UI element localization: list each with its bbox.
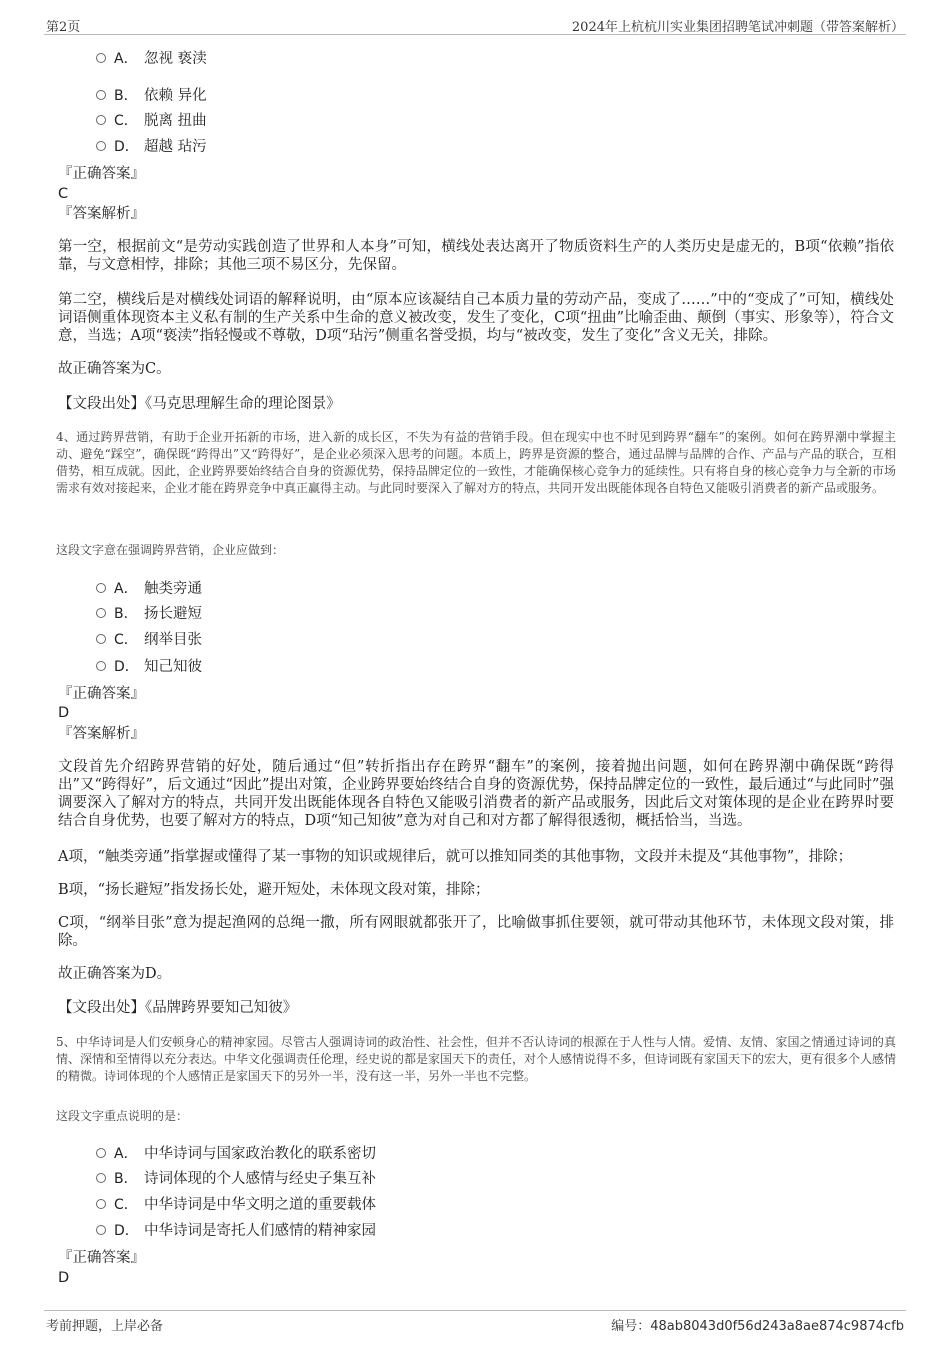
q5-answer: D: [58, 1270, 70, 1286]
q5-option-c[interactable]: C． 中华诗词是中华文明之道的重要载体: [96, 1195, 376, 1215]
q4-analysis-label: 『答案解析』: [58, 726, 145, 742]
q3-analysis-label: 『答案解析』: [58, 206, 145, 222]
q3-answer-label: 『正确答案』: [58, 166, 145, 182]
q5-question-ask: 这段文字重点说明的是：: [56, 1109, 189, 1123]
radio-icon[interactable]: [96, 1173, 106, 1183]
q4-analysis-para-3: B项，“扬长避短”指发扬长处，避开短处，未体现文段对策，排除；: [58, 882, 490, 898]
q4-analysis-para-1: 文段首先介绍跨界营销的好处，随后通过“但”转折指出存在跨界“翻车”的案例，接着抛出问题，如何在跨界潮中确保既“跨得出”又“跨得好”，后文通过“因此”提出对策，企业跨界要始终结合自身的资源优势，保持品牌定位的一致性，最后通过“与此同时”强调要深入了解对方的特点，共同开发出既能体现各自特色又能吸引消费者的新产品或服务，因此后文对策体现的是企业在跨界时要结合自身优势，也要了解对方的特点，D项“知己知彼”意为对自己和对方都了解得很透彻，概括恰当，当选。: [58, 759, 894, 829]
q3-analysis-para-3: 故正确答案为C。: [58, 361, 171, 377]
q4-source: 【文段出处】《品牌跨界要知己知彼》: [58, 1000, 298, 1016]
radio-icon[interactable]: [96, 634, 106, 644]
q3-answer: C: [58, 186, 69, 202]
page-number: 第2页: [46, 20, 81, 35]
page-header: [44, 14, 906, 35]
radio-icon[interactable]: [96, 583, 106, 593]
radio-icon[interactable]: [96, 661, 106, 671]
q3-source: 【文段出处】《马克思理解生命的理论图景》: [58, 396, 341, 412]
q4-question-ask: 这段文字意在强调跨界营销，企业应做到：: [56, 543, 285, 557]
q3-analysis-para-1: 第一空，根据前文“是劳动实践创造了世界和人本身”可知，横线处表达离开了物质资料生产的人类历史是虚无的，B项“依赖”指依靠，与文意相悖，排除；其他三项不易区分，先保留。: [58, 239, 894, 273]
radio-icon[interactable]: [96, 1148, 106, 1158]
q5-question-text: 5、中华诗词是人们安顿身心的精神家园。尽管古人强调诗词的政治性、社会性，但并不否认诗词的根源在于人性与人情。爱情、友情、家国之情通过诗词的真情、深情和至情得以充分表达。中华文化强调责任伦理，经史说的都是家国天下的责任，对个人感情说得不多，但诗词既有家国天下的宏大，更有很多个人感情的精微。诗词体现的个人感情正是家国天下的另外一半，没有这一半，另外一半也不完整。: [56, 1035, 897, 1083]
q4-analysis-para-5: 故正确答案为D。: [58, 966, 172, 982]
code-label: 编号：: [611, 1319, 651, 1334]
radio-icon[interactable]: [96, 1199, 106, 1209]
q4-analysis-para-4: C项，“纲举目张”意为提起渔网的总绳一撒，所有网眼就都张开了，比喻做事抓住要领，就可带动其他环节，未体现文段对策，排除。: [58, 915, 894, 949]
page-footer: [44, 1310, 906, 1333]
q4-option-a[interactable]: A． 触类旁通: [96, 579, 202, 599]
radio-icon[interactable]: [96, 53, 106, 63]
radio-icon[interactable]: [96, 608, 106, 618]
q5-option-b[interactable]: B． 诗词体现的个人感情与经史子集互补: [96, 1169, 376, 1189]
document-title: 2024年上杭杭川实业集团招聘笔试冲刺题（带答案解析）: [571, 20, 904, 35]
q4-analysis-para-2: A项，“触类旁通”指掌握或懂得了某一事物的知识或规律后，就可以推知同类的其他事物，文段并未提及“其他事物”，排除；: [58, 849, 853, 865]
q3-option-b[interactable]: B． 依赖 异化: [96, 86, 207, 106]
q4-option-b[interactable]: B． 扬长避短: [96, 604, 202, 624]
q4-option-d[interactable]: D． 知己知彼: [96, 657, 202, 677]
radio-icon[interactable]: [96, 115, 106, 125]
q3-option-c[interactable]: C． 脱离 扭曲: [96, 111, 207, 131]
q5-option-d[interactable]: D． 中华诗词是寄托人们感情的精神家园: [96, 1221, 376, 1241]
q3-option-a[interactable]: A． 忽视 亵渎: [96, 49, 207, 69]
q5-answer-label: 『正确答案』: [58, 1250, 145, 1266]
q5-option-a[interactable]: A． 中华诗词与国家政治教化的联系密切: [96, 1144, 376, 1164]
q4-answer: D: [58, 705, 70, 721]
document-code: [611, 1315, 904, 1334]
radio-icon[interactable]: [96, 1225, 106, 1235]
radio-icon[interactable]: [96, 141, 106, 151]
code-value: 48ab8043d0f56d243a8ae874c9874cfb: [650, 1319, 904, 1334]
q4-question-text: 4、通过跨界营销，有助于企业开拓新的市场，进入新的成长区，不失为有益的营销手段。但在现实中也不时见到跨界“翻车”的案例。如何在跨界潮中掌握主动、避免“踩空”，确保既“跨得出”又“跨得好”，是企业必须深入思考的问题。本质上，跨界是资源的整合，通过品牌与品牌的合作、产品与产品的联合，互相借势，相互成就。因此，企业跨界要始终结合自身的资源优势，保持品牌定位的一致性，才能确保核心竞争力的延续性。只有将自身的核心竞争力与全新的市场需求有效对接起来，企业才能在跨界竞争中真正赢得主动。与此同时要深入了解对方的特点，共同开发出既能体现各自特色又能吸引消费者的新产品或服务。: [56, 430, 897, 495]
q3-analysis-para-2: 第二空，横线后是对横线处词语的解释说明，由“原本应该凝结自己本质力量的劳动产品，变成了……”中的“变成了”可知，横线处词语侧重体现资本主义私有制的生产关系中生命的意义被改变，发生了变化，C项“扭曲”比喻歪曲、颠倒（事实、形象等），符合文意，当选；A项“亵渎”指轻慢或不尊敬，D项“玷污”侧重名誉受损，均与“被改变，发生了变化”含义无关，排除。: [58, 292, 894, 344]
footer-slogan: 考前押题，上岸必备: [46, 1319, 164, 1334]
q4-answer-label: 『正确答案』: [58, 686, 145, 702]
q4-option-c[interactable]: C． 纲举目张: [96, 630, 202, 650]
radio-icon[interactable]: [96, 90, 106, 100]
q3-option-d[interactable]: D． 超越 玷污: [96, 137, 207, 157]
